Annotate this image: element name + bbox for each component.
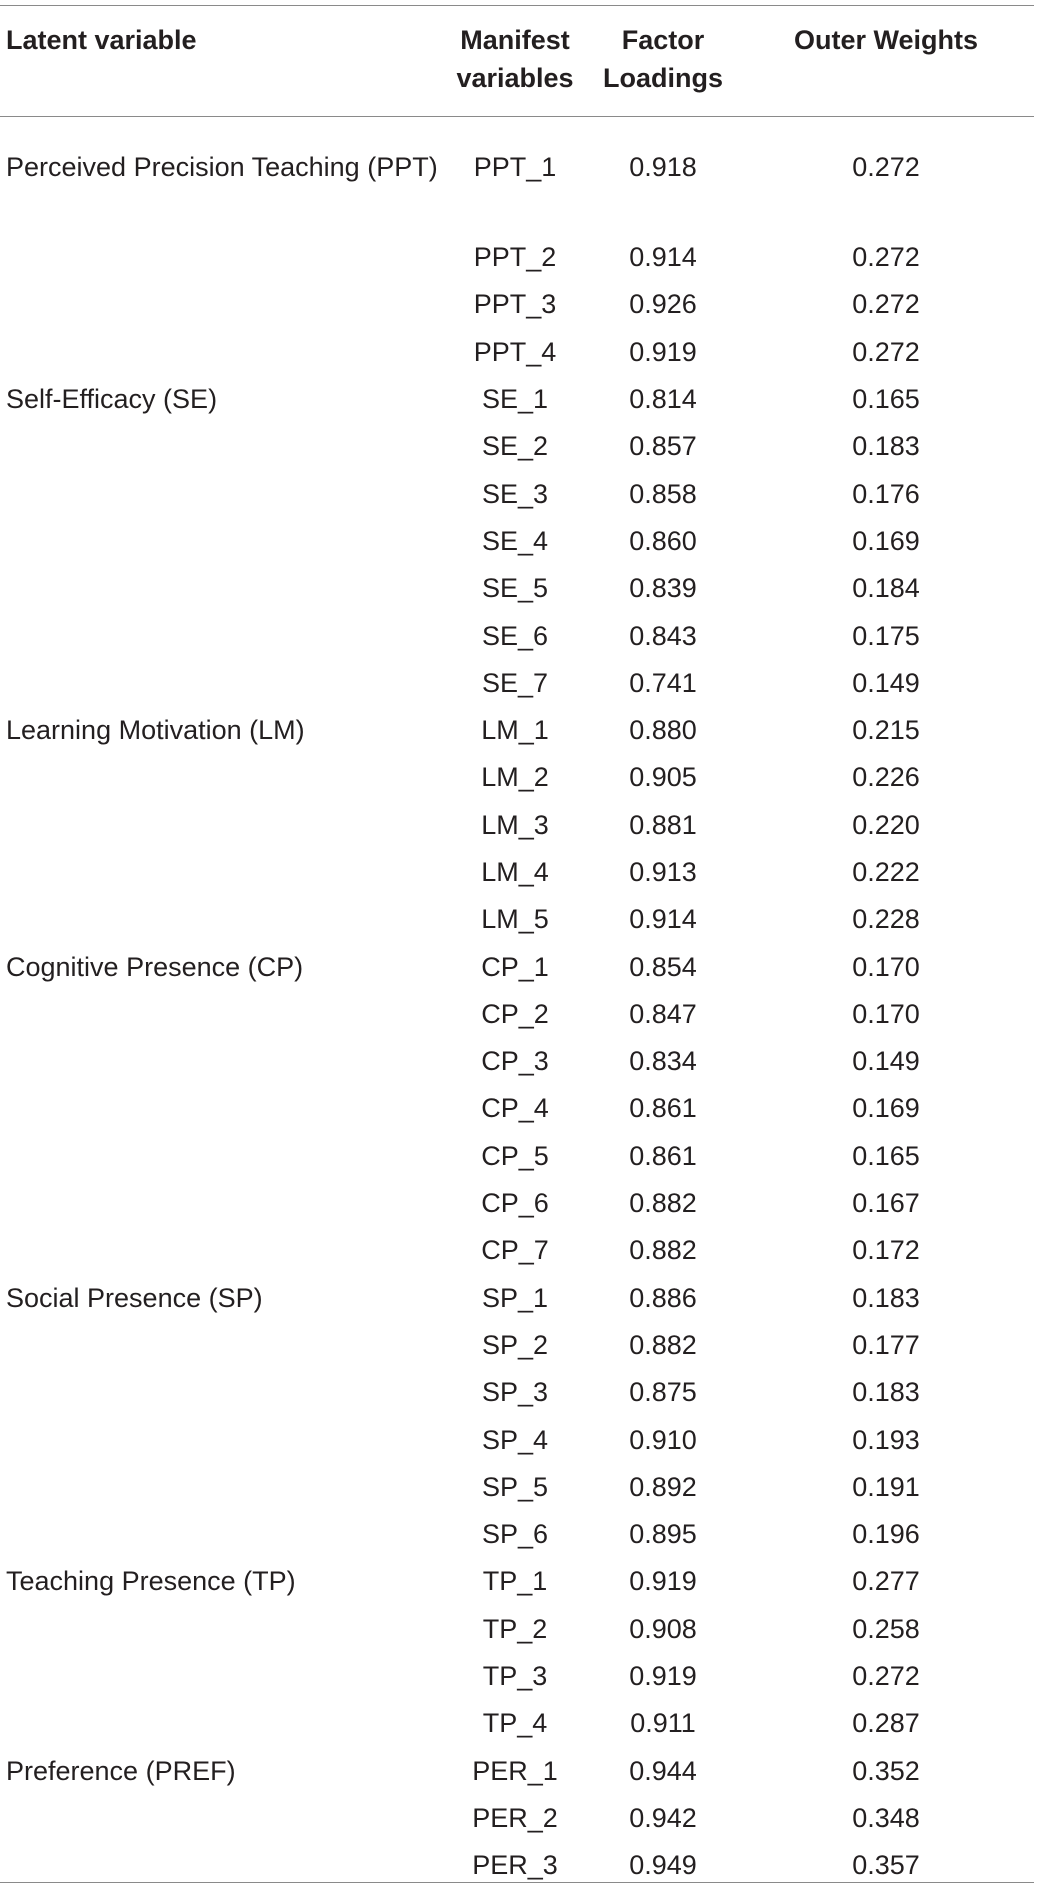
manifest-variable-cell: SE_5 xyxy=(481,573,549,604)
factor-loading-cell: 0.882 xyxy=(629,1188,697,1219)
table-row xyxy=(0,1322,1036,1369)
table-row xyxy=(0,329,1036,376)
manifest-variable-cell: CP_4 xyxy=(481,1093,549,1124)
manifest-variable-cell: LM_3 xyxy=(481,809,549,840)
table-row xyxy=(0,1558,1036,1605)
factor-loading-cell: 0.911 xyxy=(630,1708,696,1739)
latent-variable-cell xyxy=(0,1464,440,1511)
factor-loading-cell: 0.858 xyxy=(629,478,697,509)
manifest-variable-cell: TP_4 xyxy=(482,1708,548,1739)
manifest-variable-cell: SE_2 xyxy=(481,431,549,462)
manifest-variable-cell: TP_2 xyxy=(482,1613,548,1644)
outer-weight-cell: 0.184 xyxy=(852,573,920,604)
factor-loading-cell: 0.843 xyxy=(629,620,697,651)
table-row xyxy=(0,1748,1036,1795)
table-row xyxy=(0,132,1036,234)
factor-loading-cell: 0.875 xyxy=(629,1377,697,1408)
table-row xyxy=(0,1369,1036,1416)
outer-weight-cell: 0.165 xyxy=(852,1140,920,1171)
latent-variable-cell xyxy=(0,470,440,517)
latent-variable-cell xyxy=(0,234,440,281)
latent-variable-cell: Preference (PREF) xyxy=(6,1755,236,1786)
factor-loading-cell: 0.861 xyxy=(629,1093,697,1124)
latent-variable-cell xyxy=(0,518,440,565)
factor-loading-cell: 0.913 xyxy=(629,857,697,887)
manifest-variable-cell: PER_1 xyxy=(472,1755,558,1786)
factor-loading-cell: 0.949 xyxy=(629,1850,697,1881)
outer-weight-cell: 0.191 xyxy=(852,1471,920,1502)
latent-variable-cell: Learning Motivation (LM) xyxy=(6,715,305,746)
table-header xyxy=(0,5,1036,132)
outer-weight-cell: 0.277 xyxy=(852,1566,920,1597)
table-row xyxy=(0,754,1036,801)
manifest-variable-cell: CP_7 xyxy=(481,1235,549,1266)
table-row xyxy=(0,1085,1036,1132)
latent-variable-cell xyxy=(0,1038,440,1085)
factor-loading-cell: 0.882 xyxy=(629,1329,697,1360)
latent-variable-cell xyxy=(0,1511,440,1558)
outer-weight-cell: 0.183 xyxy=(852,431,920,462)
latent-variable-cell: Teaching Presence (TP) xyxy=(6,1566,296,1597)
manifest-variable-cell: SP_2 xyxy=(481,1329,549,1360)
latent-variable-cell: Self-Efficacy (SE) xyxy=(6,384,218,415)
factor-loading-cell: 0.839 xyxy=(629,573,697,604)
latent-variable-cell xyxy=(0,565,440,612)
factor-loading-cell: 0.908 xyxy=(629,1613,697,1644)
manifest-variable-cell: SE_1 xyxy=(481,384,549,415)
outer-weight-cell: 0.220 xyxy=(852,809,920,840)
factor-loading-cell: 0.860 xyxy=(629,525,697,556)
factor-loading-cell: 0.814 xyxy=(629,384,697,415)
manifest-variable-cell: CP_6 xyxy=(481,1188,549,1219)
latent-variable-cell xyxy=(0,1606,440,1653)
latent-variable-cell xyxy=(0,1227,440,1274)
factor-loading-cell: 0.847 xyxy=(629,998,697,1029)
manifest-variable-cell: SP_1 xyxy=(481,1282,549,1313)
table-row xyxy=(0,565,1036,612)
manifest-variable-cell: LM_4 xyxy=(481,857,549,887)
manifest-variable-cell: CP_1 xyxy=(481,951,549,982)
table-row xyxy=(0,802,1036,849)
factor-loading-cell: 0.914 xyxy=(629,904,697,935)
manifest-variable-cell: PER_3 xyxy=(472,1850,558,1881)
latent-variable-cell xyxy=(0,1369,440,1416)
table-row xyxy=(0,612,1036,659)
factor-loading-cell: 0.881 xyxy=(629,809,697,840)
latent-variable-cell xyxy=(0,802,440,849)
table-row xyxy=(0,1795,1036,1842)
table-row xyxy=(0,470,1036,517)
outer-weight-cell: 0.149 xyxy=(852,1046,920,1077)
factor-loading-cell: 0.880 xyxy=(629,715,697,746)
manifest-variable-cell: SE_6 xyxy=(481,620,549,651)
outer-weight-cell: 0.222 xyxy=(852,857,920,887)
table-row xyxy=(0,234,1036,281)
outer-weight-cell: 0.272 xyxy=(852,242,920,273)
latent-variable-cell xyxy=(0,991,440,1038)
manifest-variable-cell: SP_6 xyxy=(481,1519,549,1550)
manifest-variable-cell: SE_4 xyxy=(481,525,549,556)
outer-weight-cell: 0.226 xyxy=(852,762,920,793)
factor-loading-cell: 0.919 xyxy=(629,1661,697,1692)
latent-variable-cell: Cognitive Presence (CP) xyxy=(6,951,304,982)
header-latent-variable: Latent variable xyxy=(6,25,197,55)
header-outer-weights: Outer Weights xyxy=(793,25,979,55)
factor-loading-cell: 0.857 xyxy=(629,431,697,462)
table-body xyxy=(0,132,1036,1889)
table-row xyxy=(0,1606,1036,1653)
manifest-variable-cell: CP_5 xyxy=(481,1140,549,1171)
manifest-variable-cell: LM_2 xyxy=(481,762,549,793)
factor-loading-cell: 0.926 xyxy=(629,289,697,320)
latent-variable-cell xyxy=(0,1085,440,1132)
table-row xyxy=(0,849,1036,896)
table-row xyxy=(0,1416,1036,1463)
loadings-table xyxy=(0,5,1036,1889)
factor-loading-cell: 0.910 xyxy=(629,1424,697,1455)
manifest-variable-cell: PPT_1 xyxy=(473,152,557,182)
outer-weight-cell: 0.170 xyxy=(852,951,920,982)
table-row xyxy=(0,896,1036,943)
table-row xyxy=(0,660,1036,707)
outer-weight-cell: 0.183 xyxy=(852,1377,920,1408)
table-row xyxy=(0,991,1036,1038)
latent-variable-cell xyxy=(0,1700,440,1747)
outer-weight-cell: 0.215 xyxy=(852,715,920,746)
header-manifest-variables: Manifest variables xyxy=(456,25,574,93)
manifest-variable-cell: PER_2 xyxy=(472,1802,558,1833)
factor-loading-cell: 0.918 xyxy=(629,152,697,182)
latent-variable-cell xyxy=(0,281,440,328)
table-row xyxy=(0,423,1036,470)
latent-variable-cell xyxy=(0,423,440,470)
factor-loading-cell: 0.834 xyxy=(629,1046,697,1077)
outer-weight-cell: 0.177 xyxy=(852,1329,920,1360)
manifest-variable-cell: SE_3 xyxy=(481,478,549,509)
table-row xyxy=(0,518,1036,565)
table-row xyxy=(0,1511,1036,1558)
manifest-variable-cell: CP_2 xyxy=(481,998,549,1029)
latent-variable-cell xyxy=(0,754,440,801)
outer-weight-cell: 0.175 xyxy=(852,620,920,651)
factor-loading-cell: 0.905 xyxy=(629,762,697,793)
outer-weight-cell: 0.272 xyxy=(852,152,920,182)
table-row xyxy=(0,1464,1036,1511)
outer-weight-cell: 0.196 xyxy=(852,1519,920,1550)
manifest-variable-cell: SE_7 xyxy=(481,667,549,698)
latent-variable-cell xyxy=(0,1180,440,1227)
latent-variable-cell xyxy=(0,1133,440,1180)
factor-loading-cell: 0.882 xyxy=(629,1235,697,1266)
manifest-variable-cell: SP_4 xyxy=(481,1424,549,1455)
latent-variable-cell xyxy=(0,896,440,943)
factor-loading-cell: 0.914 xyxy=(629,242,697,273)
outer-weight-cell: 0.228 xyxy=(852,904,920,935)
latent-variable-cell xyxy=(0,660,440,707)
factor-loading-cell: 0.944 xyxy=(629,1755,697,1786)
manifest-variable-cell: SP_5 xyxy=(481,1471,549,1502)
outer-weight-cell: 0.149 xyxy=(852,667,920,698)
latent-variable-cell xyxy=(0,1653,440,1700)
manifest-variable-cell: TP_1 xyxy=(482,1566,548,1597)
outer-weight-cell: 0.172 xyxy=(852,1235,920,1266)
latent-variable-cell: Social Presence (SP) xyxy=(6,1282,263,1313)
table-row xyxy=(0,281,1036,328)
table-row xyxy=(0,1653,1036,1700)
factor-loading-cell: 0.854 xyxy=(629,951,697,982)
outer-weight-cell: 0.287 xyxy=(852,1708,920,1739)
table-row xyxy=(0,707,1036,754)
factor-loading-cell: 0.741 xyxy=(629,667,697,698)
outer-weight-cell: 0.348 xyxy=(852,1802,920,1833)
table-row xyxy=(0,1275,1036,1322)
outer-weight-cell: 0.169 xyxy=(852,525,920,556)
manifest-variable-cell: LM_1 xyxy=(481,715,549,746)
latent-variable-cell xyxy=(0,612,440,659)
manifest-variable-cell: PPT_3 xyxy=(473,289,557,320)
header-factor-loadings: Factor Loadings xyxy=(603,25,723,93)
factor-loading-cell: 0.892 xyxy=(629,1471,697,1502)
table-row xyxy=(0,1700,1036,1747)
factor-loading-cell: 0.886 xyxy=(629,1282,697,1313)
latent-variable-cell xyxy=(0,1795,440,1842)
outer-weight-cell: 0.165 xyxy=(852,384,920,415)
table-row xyxy=(0,1038,1036,1085)
table-bottom-rule xyxy=(0,1882,1034,1883)
table-row xyxy=(0,1133,1036,1180)
outer-weight-cell: 0.272 xyxy=(852,336,920,367)
factor-loading-cell: 0.942 xyxy=(629,1802,697,1833)
outer-weight-cell: 0.170 xyxy=(852,998,920,1029)
latent-variable-cell xyxy=(0,1416,440,1463)
manifest-variable-cell: PPT_4 xyxy=(473,336,557,367)
table-row xyxy=(0,943,1036,990)
latent-variable-cell: Perceived Precision Teaching (PPT) xyxy=(6,152,438,182)
outer-weight-cell: 0.272 xyxy=(852,1661,920,1692)
manifest-variable-cell: SP_3 xyxy=(481,1377,549,1408)
outer-weight-cell: 0.183 xyxy=(852,1282,920,1313)
outer-weight-cell: 0.258 xyxy=(852,1613,920,1644)
manifest-variable-cell: CP_3 xyxy=(481,1046,549,1077)
factor-loading-cell: 0.919 xyxy=(629,1566,697,1597)
outer-weight-cell: 0.176 xyxy=(852,478,920,509)
outer-weight-cell: 0.169 xyxy=(852,1093,920,1124)
outer-weight-cell: 0.352 xyxy=(852,1755,920,1786)
table-row xyxy=(0,376,1036,423)
manifest-variable-cell: LM_5 xyxy=(481,904,549,935)
latent-variable-cell xyxy=(0,329,440,376)
factor-loading-cell: 0.895 xyxy=(629,1519,697,1550)
latent-variable-cell xyxy=(0,849,440,896)
table-row xyxy=(0,1180,1036,1227)
manifest-variable-cell: PPT_2 xyxy=(473,242,557,273)
manifest-variable-cell: TP_3 xyxy=(482,1661,548,1692)
table-row xyxy=(0,1227,1036,1274)
outer-weight-cell: 0.272 xyxy=(852,289,920,320)
outer-weight-cell: 0.193 xyxy=(852,1424,920,1455)
latent-variable-cell xyxy=(0,1322,440,1369)
factor-loading-cell: 0.861 xyxy=(629,1140,697,1171)
outer-weight-cell: 0.357 xyxy=(852,1850,920,1881)
factor-loading-cell: 0.919 xyxy=(629,336,697,367)
outer-weight-cell: 0.167 xyxy=(852,1188,920,1219)
